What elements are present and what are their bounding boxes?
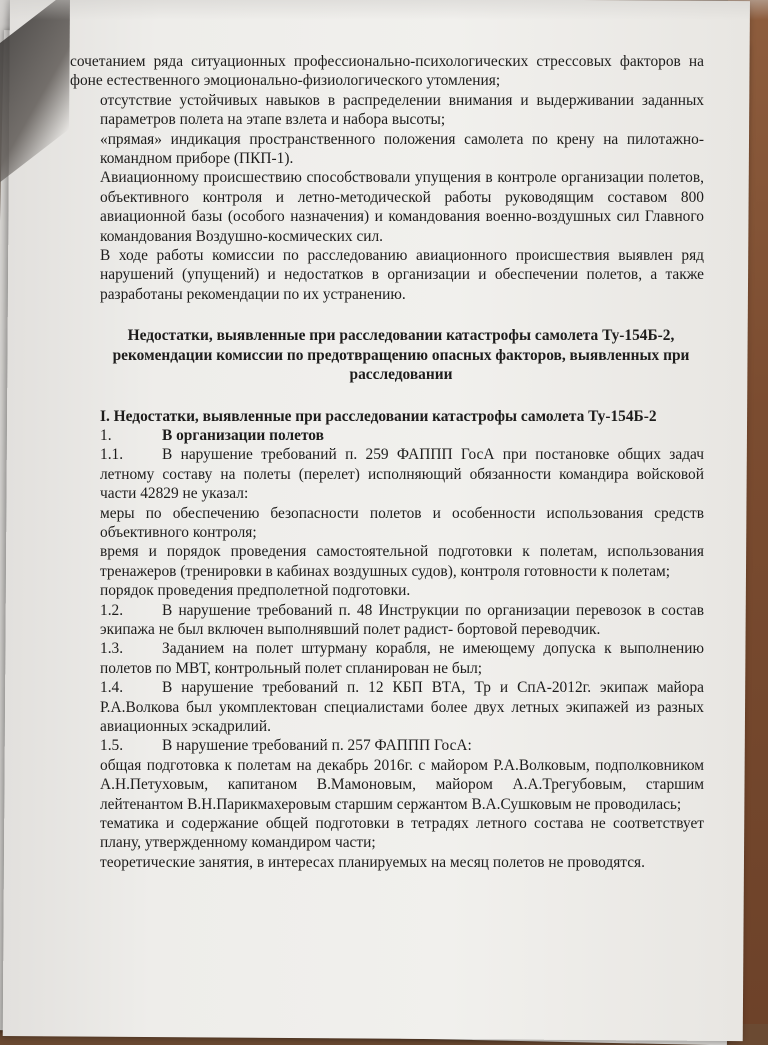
list-item: меры по обеспечению безопасности полетов и особенности использования средств объективного контроля;: [100, 504, 704, 541]
item-number: 1.3.: [100, 640, 124, 658]
subsection-number: 1.: [100, 426, 112, 444]
list-item: тематика и содержание общей подготовки в тетрадях летного состава не соответствует плану, утвержденному командиром части;: [100, 815, 704, 852]
item-number: 1.4.: [100, 679, 124, 697]
subsection-heading: [100, 426, 704, 445]
paragraph: [100, 91, 704, 130]
item-text: В нарушение требований п. 259 ФАППП ГосА при постановке общих задач летному составу на полеты (перелет) исполняющий обязанности командира войсковой части 42829 не указал:: [100, 446, 704, 503]
item-number: 1.2.: [100, 601, 124, 619]
item-1-5: [100, 736, 704, 755]
document-page: [70, 52, 704, 872]
item-1-1: [100, 445, 704, 503]
main-heading: Недостатки, выявленные при расследовании катастрофы самолета Ту-154Б-2, рекомендации комиссии по предотвращению опасных факторов, выявленных при расследовании: [112, 327, 690, 384]
item-1-2: [100, 601, 704, 640]
section-title: I. Недостатки, выявленные при расследовании катастрофы самолета Ту-154Б-2: [100, 407, 657, 425]
item-text: В нарушение требований п. 12 КБП ВТА, Тр и СпА-2012г. экипаж майора Р.А.Волкова был укомплектован специалистами более двух летных экипажей из разных авиационных эскадрилий.: [100, 679, 704, 735]
item-1-4: [100, 678, 704, 736]
item-text: В нарушение требований п. 48 Инструкции по организации перевозок в состав экипажа не был включен выполнявший полет радист- бортовой переводчик.: [100, 601, 704, 638]
item-number: 1.1.: [100, 446, 124, 464]
item-number: 1.5.: [100, 737, 124, 755]
item-text: Заданием на полет штурману корабля, не имеющему допуска к выполнению полетов по МВТ, контрольный полет спланирован не был;: [100, 640, 704, 677]
paragraph-text: «прямая» индикация пространственного положения самолета по крену на пилотажно-командном приборе (ПКП-1).: [100, 130, 704, 168]
paragraph-text: отсутствие устойчивых навыков в распределении внимания и выдерживании заданных параметров полета на этапе взлета и набора высоты;: [100, 91, 704, 129]
paragraph: [100, 168, 704, 246]
paragraph: [100, 246, 704, 304]
paragraph-text: Авиационному происшествию способствовали упущения в контроле организации полетов, объективного контроля и летно-методической работы руководящим составом 800 авиационной базы (особого назначения) и командования военно-воздушных сил Главного командования Воздушно-космических сил.: [100, 169, 704, 245]
list-item: теоретические занятия, в интересах планируемых на месяц полетов не проводятся.: [100, 853, 645, 871]
paragraph-text: В ходе работы комиссии по расследованию авиационного происшествия выявлен ряд нарушений (упущений) и недостатков в организации и обеспечении полетов, а также разработаны рекомендации по их устранению.: [100, 247, 704, 303]
item-text: В нарушение требований п. 257 ФАППП ГосА:: [162, 737, 472, 755]
item-1-3: [100, 639, 704, 678]
paragraph: сочетанием ряда ситуационных профессионально-психологических стрессовых факторов на фоне естественного эмоционально-физиологического утомления;: [70, 53, 704, 90]
subsection-title: В организации полетов: [162, 426, 324, 444]
list-item: общая подготовка к полетам на декабрь 2016г. с майором Р.А.Волковым, подполковником А.Н.Петуховым, капитаном В.Мамоновым, майором А.А.Трегубовым, старшим лейтенантом В.Н.Парикмахеровым старшим сержантом В.А.Сушковым не проводилась;: [100, 756, 704, 813]
paragraph: [100, 130, 704, 169]
list-item: порядок проведения предполетной подготовки.: [100, 582, 411, 600]
list-item: время и порядок проведения самостоятельной подготовки к полетам, использования тренажеров (тренировки в кабинах воздушных судов), контроля готовности к полетам;: [100, 543, 704, 580]
top-shadow: [0, 0, 768, 20]
